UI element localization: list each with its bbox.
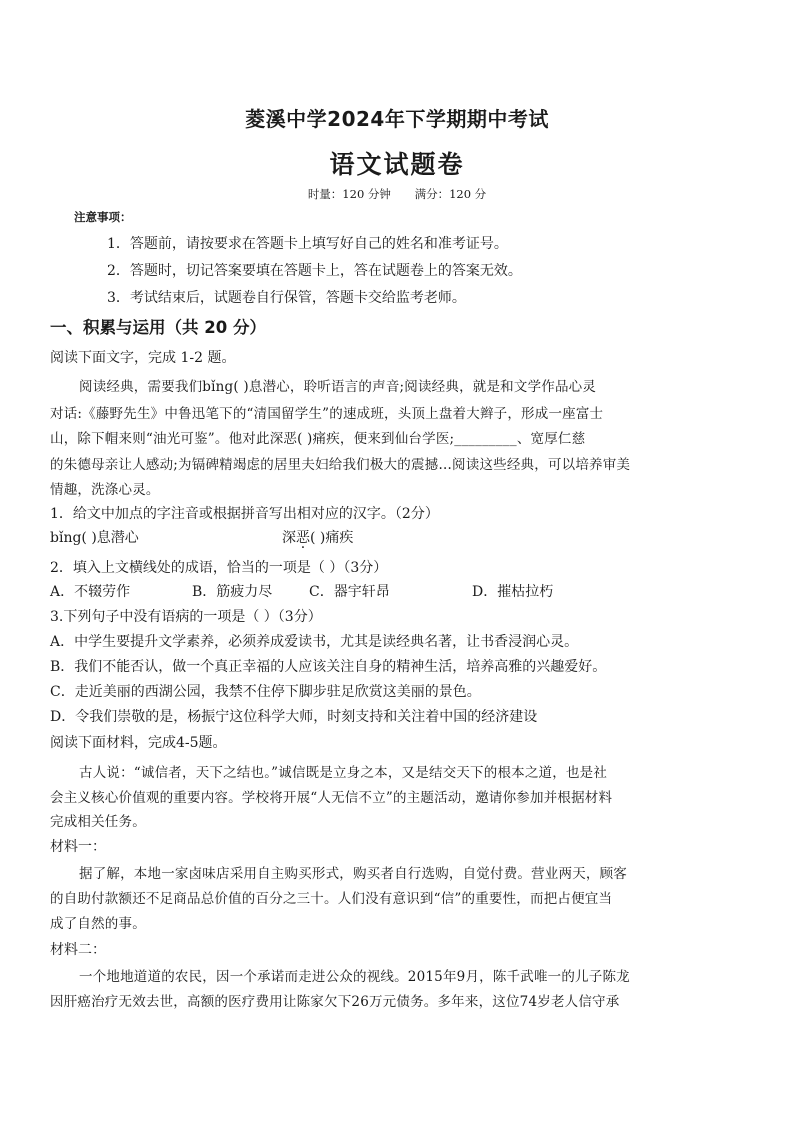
q3-option-c: C．走近美丽的西湖公园，我禁不住停下脚步驻足欣赏这美丽的景色。 bbox=[50, 684, 481, 700]
passage-line: 的朱德母亲让人感动;为镉碑精竭虑的居里夫妇给我们极大的震撼…阅读这些经典，可以培养审美 bbox=[50, 457, 631, 473]
dotted-char: 恶 bbox=[296, 530, 310, 546]
time-label: 时量：120 分钟 bbox=[307, 187, 391, 201]
material-2-label: 材料二： bbox=[50, 942, 106, 958]
question-3-stem: 3.下列句子中没有语病的一项是（ ）（3分） bbox=[50, 609, 322, 625]
question-1-stem: 1．给文中加点的字注音或根据拼音写出相对应的汉字。（2分） bbox=[50, 506, 439, 522]
material-1-line: 的自助付款额还不足商品总价值的百分之三十。人们没有意识到“信”的重要性，而把占便宜当 bbox=[50, 891, 613, 907]
passage-line: 情趣，洗涤心灵。 bbox=[50, 482, 160, 498]
q3-option-b: B．我们不能否认，做一个真正幸福的人应该关注自身的精神生活，培养高雅的兴趣爱好。 bbox=[50, 659, 607, 675]
passage-line: 山，除下帽来则“油光可鉴”。他对此深恶( )痛疾，便来到仙台学医;_________、宽厚仁慈 bbox=[50, 431, 586, 447]
passage2-line: 古人说：“诚信者，天下之结也。”诚信既是立身之本，又是结交天下的根本之道，也是社 bbox=[79, 765, 608, 781]
part-b-pre: 深 bbox=[282, 530, 296, 546]
note-item: 3．考试结束后，试题卷自行保管，答题卡交给监考老师。 bbox=[107, 290, 466, 306]
section-heading: 一、积累与运用（共 20 分） bbox=[50, 318, 266, 337]
q3-option-d: D．令我们崇敬的是，杨振宁这位科学大师，时刻支持和关注着中国的经济建设 bbox=[50, 709, 538, 725]
question-1-part-b bbox=[282, 528, 353, 548]
note-item: 1．答题前，请按要求在答题卡上填写好自己的姓名和准考证号。 bbox=[107, 236, 508, 252]
passage-line: 对话:《藤野先生》中鲁迅笔下的“清国留学生”的速成班，头顶上盘着大辫子，形成一座富士 bbox=[50, 406, 604, 422]
q2-option-c: C．器宇轩昂 bbox=[309, 584, 390, 600]
q2-option-a: A．不辍劳作 bbox=[50, 584, 131, 600]
passage-line: 阅读经典，需要我们bǐng( )息潜心，聆听语言的声音;阅读经典，就是和文学作品心灵 bbox=[79, 379, 597, 395]
time-score-line bbox=[0, 186, 794, 202]
material-2-line: 因肝癌治疗无效去世，高额的医疗费用让陈家欠下26万元债务。多年来，这位74岁老人信守承 bbox=[50, 994, 620, 1010]
material-1-line: 成了自然的事。 bbox=[50, 916, 146, 932]
note-item: 2．答题时，切记答案要填在答题卡上，答在试题卷上的答案无效。 bbox=[107, 263, 522, 279]
question-1-part-a: bǐng( )息潜心 bbox=[50, 530, 139, 546]
score-label: 满分：120 分 bbox=[414, 187, 487, 201]
material-2-line: 一个地地道道的农民，因一个承诺而走进公众的视线。2015年9月，陈千武唯一的儿子陈龙 bbox=[79, 969, 630, 985]
paper-subtitle: 语文试题卷 bbox=[329, 150, 465, 179]
material-1-label: 材料一： bbox=[50, 839, 106, 855]
exam-title: 菱溪中学2024年下学期期中考试 bbox=[245, 107, 549, 131]
reading-intro-2: 阅读下面材料，完成4-5题。 bbox=[50, 735, 227, 751]
passage2-line: 完成相关任务。 bbox=[50, 814, 146, 830]
q2-option-d: D．摧枯拉朽 bbox=[472, 584, 554, 600]
part-b-post: ( )痛疾 bbox=[310, 530, 354, 546]
material-1-line: 据了解，本地一家卤味店采用自主购买形式，购买者自行选购，自觉付费。营业两天，顾客 bbox=[79, 866, 627, 882]
notes-heading: 注意事项： bbox=[74, 210, 132, 224]
q2-option-b: B．筋疲力尽 bbox=[192, 584, 273, 600]
question-2-stem: 2．填入上文横线处的成语，恰当的一项是（ ）（3分） bbox=[50, 560, 388, 576]
passage2-line: 会主义核心价值观的重要内容。学校将开展“人无信不立”的主题活动，邀请你参加并根据材料 bbox=[50, 790, 613, 806]
q3-option-a: A．中学生要提升文学素养，必须养成爱读书，尤其是读经典名著，让书香浸润心灵。 bbox=[50, 634, 579, 650]
reading-intro: 阅读下面文字，完成 1-2 题。 bbox=[50, 350, 236, 366]
